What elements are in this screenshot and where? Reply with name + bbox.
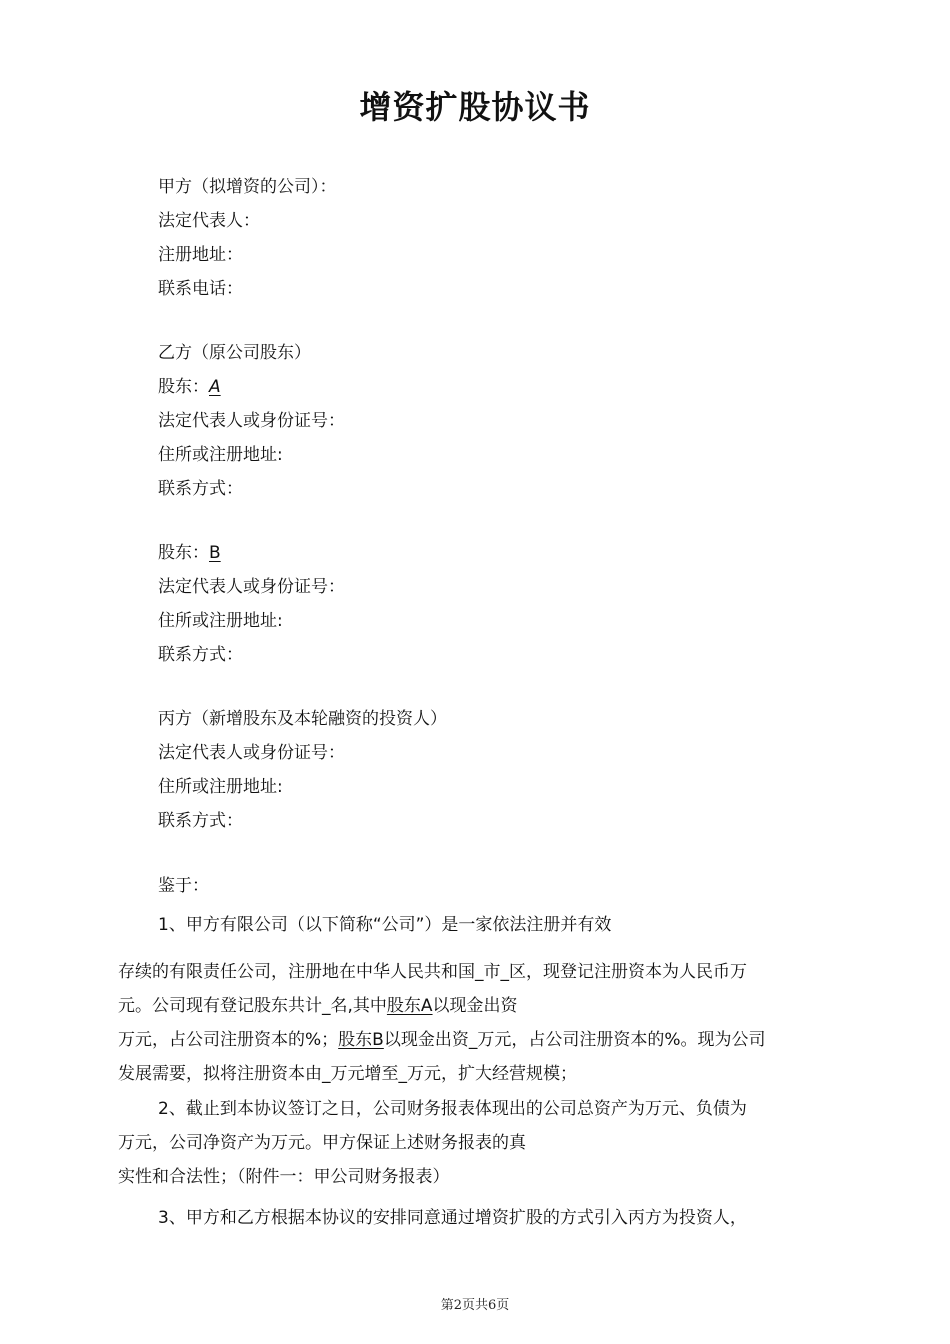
party-b-heading: 乙方（原公司股东） bbox=[158, 343, 311, 363]
clause-1-line-3 bbox=[118, 994, 518, 1018]
shareholder-a-name: A bbox=[209, 377, 221, 397]
page-number-footer: 第2页共6页 bbox=[440, 1298, 510, 1313]
party-a-legal-rep: 法定代表人： bbox=[158, 211, 260, 231]
shareholder-a-line bbox=[158, 375, 221, 399]
shareholder-b-line bbox=[158, 541, 221, 565]
clause-1-line-5: 发展需要，拟将注册资本由_万元增至_万元，扩大经营规模； bbox=[118, 1064, 577, 1084]
shareholder-b-address: 住所或注册地址: bbox=[158, 611, 283, 631]
shareholder-a-id: 法定代表人或身份证号： bbox=[158, 411, 345, 431]
party-c-id: 法定代表人或身份证号： bbox=[158, 743, 345, 763]
party-a-phone: 联系电话： bbox=[158, 279, 243, 299]
shareholder-b-id: 法定代表人或身份证号： bbox=[158, 577, 345, 597]
clause-2-line-2: 万元，公司净资产为万元。甲方保证上述财务报表的真 bbox=[118, 1133, 526, 1153]
party-a-reg-address: 注册地址： bbox=[158, 245, 243, 265]
clause-3-line-1: 3、甲方和乙方根据本协议的安排同意通过增资扩股的方式引入丙方为投资人， bbox=[158, 1208, 747, 1228]
document-title: 增资扩股协议书 bbox=[359, 88, 591, 126]
clause-2-line-3: 实性和合法性；（附件一：甲公司财务报表） bbox=[118, 1167, 450, 1187]
party-c-address: 住所或注册地址: bbox=[158, 777, 283, 797]
shareholder-b-reference: 股东B bbox=[338, 1030, 384, 1050]
shareholder-b-name: B bbox=[209, 543, 221, 563]
shareholder-b-label: 股东： bbox=[158, 543, 209, 563]
party-c-contact: 联系方式： bbox=[158, 811, 243, 831]
shareholder-a-contact: 联系方式： bbox=[158, 479, 243, 499]
clause-1-line-1: 1、甲方有限公司（以下简称“公司”）是一家依法注册并有效 bbox=[158, 915, 612, 935]
shareholder-a-address: 住所或注册地址: bbox=[158, 445, 283, 465]
party-c-heading: 丙方（新增股东及本轮融资的投资人） bbox=[158, 709, 447, 729]
shareholder-a-label: 股东： bbox=[158, 377, 209, 397]
clause-1-line-3-pre: 元。公司现有登记股东共计_名,其中 bbox=[118, 996, 387, 1016]
clause-1-line-2: 存续的有限责任公司，注册地在中华人民共和国_市_区，现登记注册资本为人民币万 bbox=[118, 962, 747, 982]
shareholder-a-reference: 股东A bbox=[386, 996, 433, 1016]
clause-1-line-4-post: 以现金出资_万元，占公司注册资本的%。现为公司 bbox=[383, 1030, 766, 1050]
clause-1-line-4 bbox=[118, 1028, 765, 1052]
clause-1-line-4-pre: 万元，占公司注册资本的%； bbox=[118, 1030, 339, 1050]
party-a-heading: 甲方（拟增资的公司）： bbox=[158, 177, 337, 197]
shareholder-b-contact: 联系方式： bbox=[158, 645, 243, 665]
clause-1-line-3-post: 以现金出资 bbox=[432, 996, 518, 1016]
clause-2-line-1: 2、截止到本协议签订之日，公司财务报表体现出的公司总资产为万元、负债为 bbox=[158, 1099, 747, 1119]
whereas-heading: 鉴于： bbox=[158, 876, 209, 896]
